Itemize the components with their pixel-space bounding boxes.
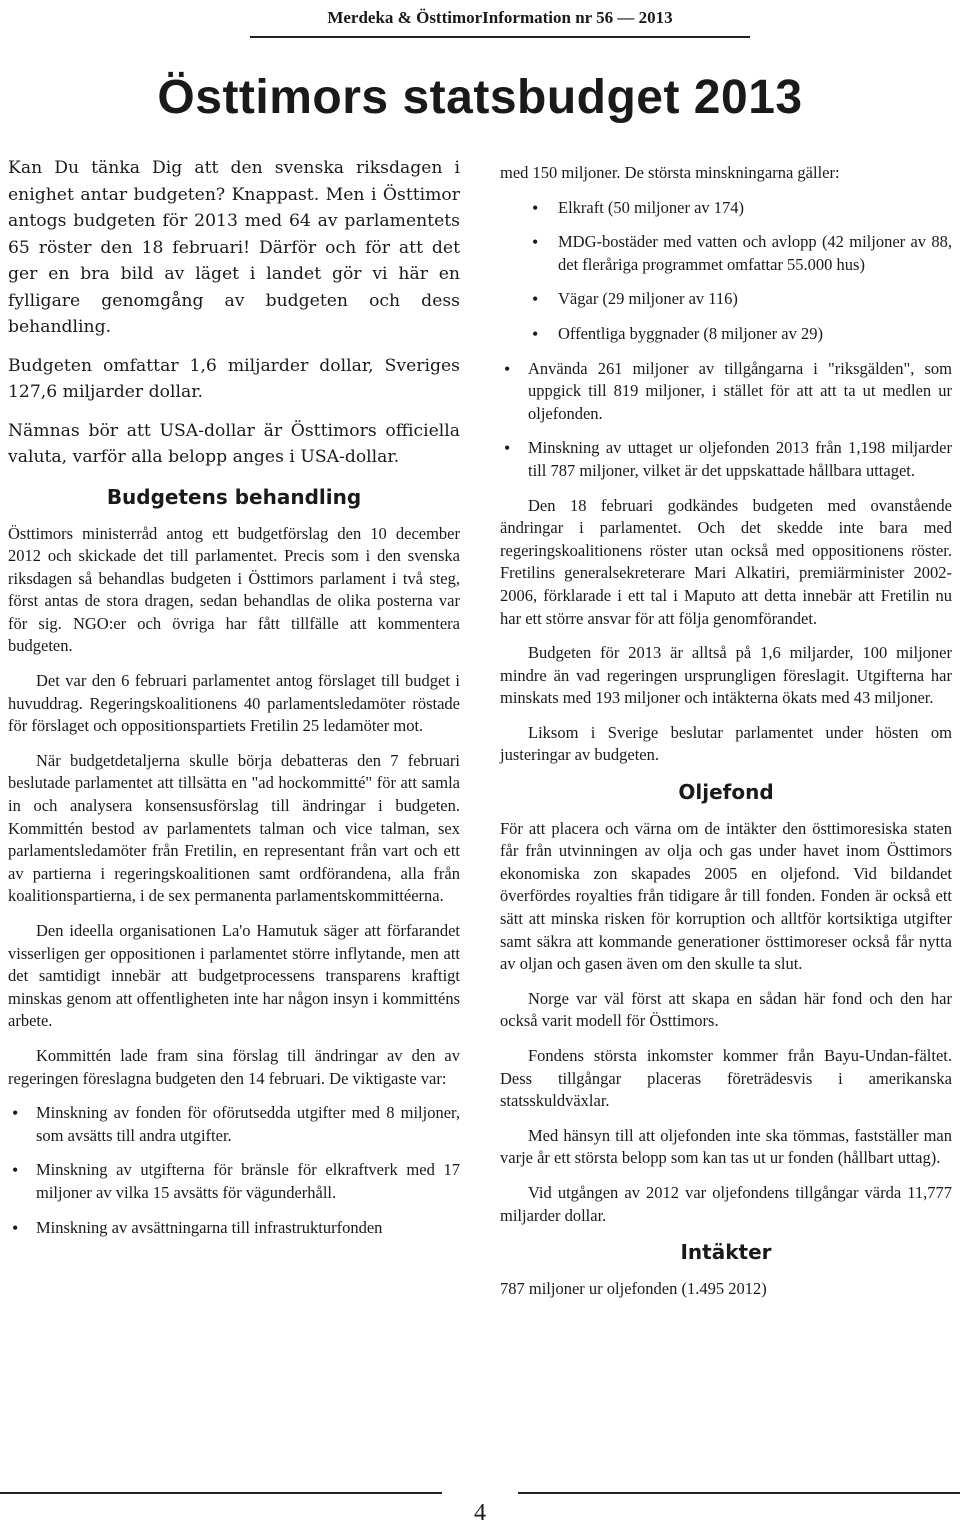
list-item: • Minskning av uttaget ur oljefonden 2013 från 1,198 miljarder till 787 miljoner, vilket är det uppskattade hållbara uttaget. [500,437,952,482]
list-item: • Minskning av fonden för oförutsedda utgifter med 8 miljoner, som avsätts till andra utgifter. [8,1102,460,1147]
list-item: • Offentliga byggnader (8 miljoner av 29) [500,323,952,346]
section-heading-oljefond: Oljefond [678,780,774,805]
footer-rule-right [518,1492,960,1494]
change-list [8,1102,460,1239]
body-paragraph: Kommittén lade fram sina förslag till ändringar av den av regeringen föreslagna budgeten den 14 februari. De viktigaste var: [8,1045,460,1088]
section-heading-intakter: Intäkter [680,1240,772,1265]
body-paragraph: Det var den 6 februari parlamentet antog förslaget till budget i huvuddrag. Regeringskoalitionens 40 parlamentsledamöter röstade för förslaget och oppositionspartiets Fretilin 25 ledamöter mot. [8,671,460,736]
list-item: • Minskning av utgifterna för bränsle för elkraftverk med 17 miljoner av vilka 15 avsätts för vägunderhåll. [8,1159,460,1204]
body-paragraph: med 150 miljoner. De största minskningarna gäller: [500,163,840,182]
running-header: Merdeka & ÖsttimorInformation nr 56 — 2013 [250,8,750,38]
reduction-list [500,197,952,346]
body-paragraph: Liksom i Sverige beslutar parlamentet under hösten om justeringar av budgeten. [500,722,952,765]
intro-paragraph: Budgeten omfattar 1,6 miljarder dollar, Sveriges 127,6 miljarder dollar. [8,355,460,402]
list-item: • Elkraft (50 miljoner av 174) [500,197,952,220]
body-paragraph: Den ideella organisationen La'o Hamutuk säger att förfarandet visserligen ger oppositionen i parlamentet större inflytande, men att det samtidigt innebär att budgetprocessens transparens kraftigt minskas genom att offentligheten inte har någon insyn i kommitténs arbete. [8,921,460,1031]
change-list-continued [500,358,952,483]
list-item: • Använda 261 miljoner av tillgångarna i "riksgälden", som uppgick till 819 miljoner, i stället för att att ta ut medlen ur oljefonden. [500,358,952,426]
body-paragraph: Norge var väl först att skapa en sådan här fond och den har också varit modell för Östtimors. [500,988,952,1031]
body-paragraph: Östtimors ministerråd antog ett budgetförslag den 10 december 2012 och skickade det till parlamentet. Precis som i den svenska riksdagen så behandlas budgeten i Östtimors parlament i två steg, först antas de stora dragen, sedan behandlas de olika posterna var för sig. NGO:er och övriga har fått tillfälle att kommentera budgeten. [8,523,460,656]
left-body [8,523,460,1240]
page-number: 4 [474,1500,486,1526]
intro-paragraph: Kan Du tänka Dig att den svenska riksdagen i enighet antar budgeten? Knappast. Men i Östtimor antogs budgeten för 2013 med 64 av parlamentets 65 röster den 18 februari! Därför och för att det ger en bra bild av läget i landet gör vi här en fylligare genomgång av budgeten och dess behandling. [8,158,460,337]
list-item: • MDG-bostäder med vatten och avlopp (42 miljoner av 88, det fleråriga programmet omfattar 55.000 hus) [500,231,952,276]
footer-rule-left [0,1492,442,1494]
list-item: • Minskning av avsättningarna till infrastrukturfonden [8,1217,460,1240]
left-column [8,155,460,1251]
body-paragraph: För att placera och värna om de intäkter den östtimoresiska staten får från utvinningen av olja och gas under havet inom Östtimors ekonomiska zon skapades 2005 en oljefond. Vid bildandet överfördes royalties från tidigare år till fonden. Fonden är också ett sätt att minska risken för korruption och alltför kortsiktiga utgifter samt säkra att kommande generationer östtimoreser också får nytta av oljan och gasen även om den skulle ta slut. [500,818,952,974]
page-title: Östtimors statsbudget 2013 [157,71,803,124]
body-paragraph: Fondens största inkomster kommer från Bayu-Undan-fältet. Dess tillgångar placeras företrädesvis i amerikanska statsskuldväxlar. [500,1046,952,1111]
intro-paragraph: Nämnas bör att USA-dollar är Östtimors officiella valuta, varför alla belopp anges i USA-dollar. [8,420,460,467]
income-line: 787 miljoner ur oljefonden (1.495 2012) [500,1278,767,1298]
intro [8,155,460,471]
body-paragraph: Med hänsyn till att oljefonden inte ska tömmas, fastställer man varje år ett största belopp som kan tas ut ur fonden (hållbart uttag). [500,1125,952,1168]
body-paragraph: Budgeten för 2013 är alltså på 1,6 miljarder, 100 miljoner mindre än vad regeringen ursprungligen föreslagit. Utgifterna har minskats med 193 miljoner och intäkterna ökats med 43 miljoner. [500,643,952,708]
body-paragraph: När budgetdetaljerna skulle börja debatteras den 7 februari beslutade parlamentet att tillsätta en "ad hockommitté" för att samla in och analysera konsensusförslag till ändringar i budgeten. Kommittén bestod av parlamentets talman och vice talman, sex parlamentsledamöter från Fretilin, en representant från vart och ett av partierna i regeringskoalitionen samt ordförandena, alla från koalitionspartierna, i de sex permanenta parlamentskommittéerna. [8,750,460,906]
body-paragraph: Vid utgången av 2012 var oljefondens tillgångar värda 11,777 miljarder dollar. [500,1182,952,1225]
list-item: • Vägar (29 miljoner av 116) [500,288,952,311]
right-column [500,162,952,1312]
body-paragraph: Den 18 februari godkändes budgeten med ovanstående ändringar i parlamentet. Och det skedde inte bara med regeringskoalitionens röster utan också med oppositionens röster. Fretilins generalsekreterare Mari Alkatiri, premiärminister 2002-2006, förklarade i ett tal i Maputo att detta innebär att Fretilin nu har ett större ansvar för att följa genomförandet. [500,495,952,628]
section-heading-budgetens-behandling: Budgetens behandling [106,484,362,509]
